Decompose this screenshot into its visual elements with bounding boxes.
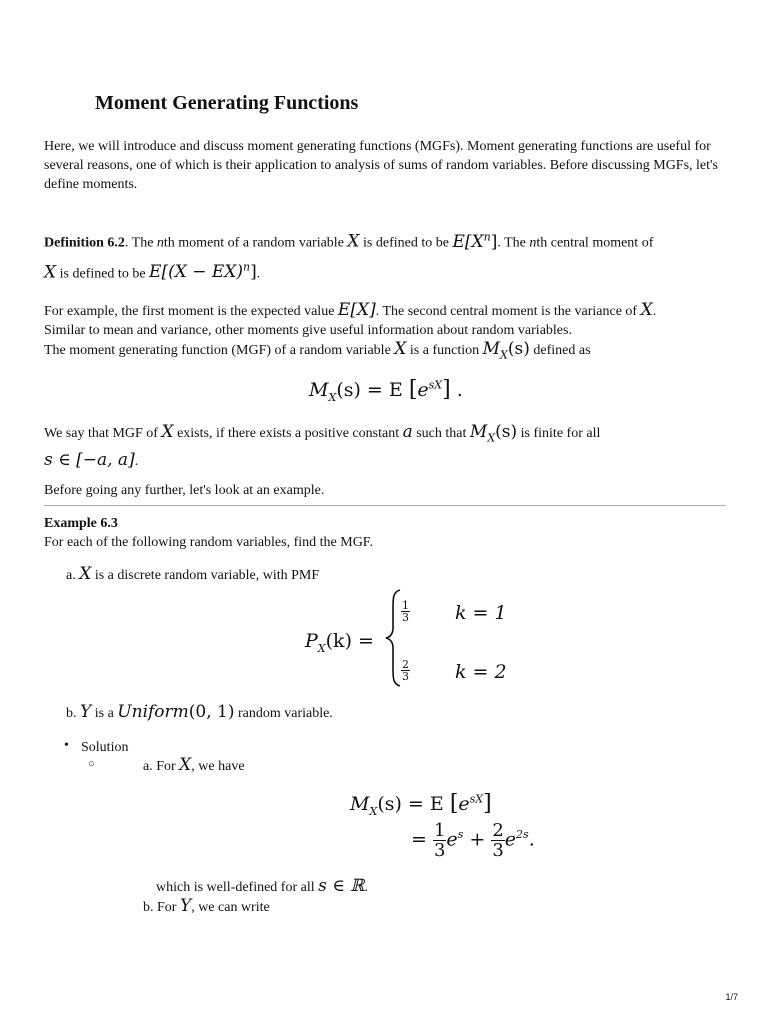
math-text: (s) = E: [336, 379, 403, 401]
solution-eq-line2: [411, 821, 535, 860]
math-text: M: [350, 793, 370, 815]
text: a.: [66, 568, 80, 583]
text: .: [134, 454, 139, 470]
math-var: X: [640, 300, 653, 320]
math-var: X: [44, 262, 57, 283]
text: .: [652, 304, 657, 319]
page-title: Moment Generating Functions: [95, 92, 359, 114]
math-mgf: [469, 422, 518, 445]
fraction-numerator: 1: [433, 820, 446, 841]
text: is a: [91, 706, 118, 721]
math-sup: sX: [469, 792, 484, 806]
definition-block: [44, 225, 724, 286]
mgf-exists-paragraph: [44, 421, 724, 473]
text: such that: [412, 426, 470, 441]
text: defined as: [529, 343, 591, 358]
text: which is well-defined for all: [156, 880, 319, 895]
math-moment: [452, 232, 497, 252]
pmf-case2-value: [401, 659, 410, 682]
math-text: ]: [490, 231, 498, 252]
math-sub: X: [487, 431, 496, 445]
text: is a function: [406, 343, 483, 358]
pmf-case1-value: [401, 600, 410, 623]
math-text: (0, 1): [188, 702, 235, 722]
text: random variable.: [234, 706, 333, 721]
math-range: s ∈ ℝ: [318, 876, 365, 896]
pmf-case1-condition: k = 1: [455, 602, 507, 624]
text: Similar to mean and variance, other moments give useful information about random variables.: [44, 323, 572, 338]
text: , we can write: [191, 900, 270, 915]
math-sup: n: [243, 260, 251, 274]
text: is a discrete random variable, with PMF: [91, 568, 320, 583]
math-text: P: [305, 630, 318, 652]
math-text: E[X: [452, 231, 484, 252]
fraction-denominator: 3: [492, 840, 504, 861]
example-block: [44, 514, 724, 552]
math-text: +: [469, 828, 486, 851]
math-text: e: [504, 828, 517, 851]
text: . The second central moment is the variance of: [375, 304, 641, 319]
moments-paragraph: [44, 301, 724, 364]
math-text: (s): [507, 339, 530, 359]
example-text: For each of the following random variables, find the MGF.: [44, 535, 373, 550]
well-defined-text: [156, 877, 768, 897]
text: b.: [66, 706, 80, 721]
math-text: M: [469, 422, 488, 442]
math-var: X: [347, 231, 360, 252]
fraction-denominator: 3: [433, 840, 446, 861]
math-dist: Uniform: [117, 702, 189, 722]
math-text: (k) =: [325, 630, 374, 652]
math-var: a: [402, 422, 413, 442]
mgf-definition-formula: $M_X(s) = E$ $[e^{sX}]$ .: [309, 377, 463, 404]
math-text: e: [458, 793, 470, 815]
math-var: X: [394, 339, 407, 359]
math-mgf: [482, 339, 530, 362]
math-text: ]: [250, 262, 257, 283]
text: For example, the first moment is the expected value: [44, 304, 338, 319]
example-label: Example 6.3: [44, 516, 118, 531]
math-sub: X: [369, 804, 378, 818]
math-var: X: [79, 564, 92, 584]
math-text: =: [411, 828, 427, 851]
fraction-numerator: 1: [402, 599, 409, 612]
text: . The: [124, 235, 157, 251]
math-sub: X: [317, 641, 326, 655]
math-sub: X: [328, 390, 337, 404]
math-text: .: [456, 379, 463, 401]
intro-paragraph: Here, we will introduce and discuss moment generating functions (MGFs). Moment generating functions are useful for several reasons, one of which is their application to analysis of sums of random variables. Before discussing MGFs, let's define moments.: [44, 139, 718, 192]
text: th moment of a random variable: [163, 235, 348, 251]
before-example-text: Before going any further, let's look at an example.: [44, 483, 325, 498]
fraction-denominator: 3: [402, 670, 409, 683]
math-text: .: [528, 828, 535, 851]
solution-eq-line1: $M_X(s) = E$ $[e^{sX}]$: [350, 791, 492, 818]
math-text: M: [482, 339, 501, 359]
text: , we have: [191, 759, 245, 774]
math-var: X: [161, 422, 174, 442]
math-expected: E[X]: [337, 300, 376, 320]
math-sup: 2s: [516, 828, 529, 842]
math-text: E[(X − EX): [149, 262, 244, 283]
text: is defined to be: [359, 235, 453, 251]
fraction-denominator: 3: [402, 611, 409, 624]
math-var: Y: [80, 702, 92, 722]
text: .: [256, 266, 261, 282]
text: th central moment of: [536, 235, 654, 251]
fraction-numerator: 2: [402, 658, 409, 671]
math-text: (s) = E: [377, 793, 444, 815]
divider: [44, 505, 726, 506]
solution-part-b: [143, 897, 768, 917]
math-sub: X: [500, 348, 508, 362]
text: exists, if there exists a positive constant: [173, 426, 403, 441]
text: is defined to be: [56, 266, 150, 282]
text: .: [364, 880, 368, 895]
math-central-moment: [149, 262, 257, 282]
text: The moment generating function (MGF) of a random variable: [44, 343, 395, 358]
pmf-lhs: [305, 630, 374, 655]
bullet-icon: •: [64, 738, 69, 753]
definition-label: Definition 6.2: [44, 235, 125, 251]
math-sup: s: [457, 828, 464, 842]
pmf-case2-condition: k = 2: [455, 661, 507, 683]
text: b. For: [143, 900, 180, 915]
solution-label: Solution: [81, 740, 129, 755]
math-text: M: [309, 379, 329, 401]
text: We say that MGF of: [44, 426, 162, 441]
math-var: Y: [179, 896, 192, 916]
text: is finite for all: [517, 426, 601, 441]
math-text: e: [446, 828, 458, 851]
text: a. For: [143, 759, 180, 774]
example-part-a: [66, 565, 746, 585]
math-range: s ∈ [−a, a]: [44, 450, 135, 471]
circle-bullet-icon: ○: [88, 758, 95, 770]
text: n: [156, 235, 164, 251]
text: n: [529, 235, 537, 251]
fraction-numerator: 2: [492, 820, 504, 841]
math-sup: n: [483, 230, 491, 243]
math-sup: sX: [428, 378, 443, 392]
page-number: 1/7: [725, 992, 738, 1002]
math-var: X: [179, 755, 192, 775]
text: . The: [497, 235, 530, 251]
example-part-b: [66, 703, 746, 723]
math-text: (s): [495, 422, 518, 442]
math-text: e: [417, 379, 429, 401]
solution-part-a: [143, 756, 768, 776]
